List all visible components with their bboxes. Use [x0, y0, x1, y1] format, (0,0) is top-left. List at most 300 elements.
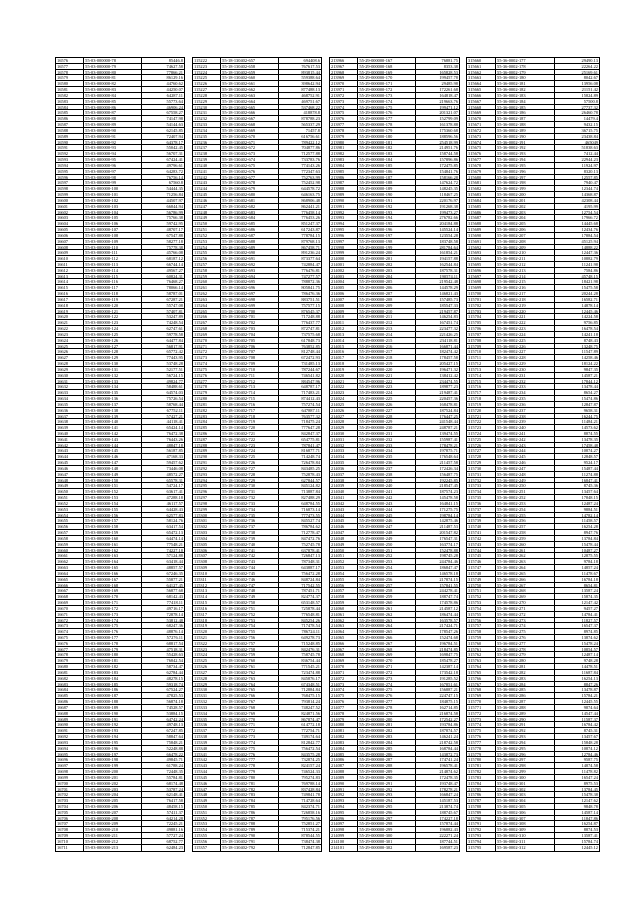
row-value: 76468.27 [166, 279, 183, 285]
row-id: 16683 [56, 682, 84, 687]
row-code: 55-03-000000-94 [84, 151, 142, 156]
row-code: 55-03-000000-128 [84, 349, 142, 354]
row-value: 49881.16 [166, 827, 183, 833]
row-code: 55-29-000000-182 [358, 145, 416, 150]
row-id: 315696 [467, 268, 496, 273]
row-id: 315771 [467, 705, 496, 710]
row-value: 196882.43 [439, 827, 458, 833]
row-id: 16585 [56, 110, 84, 115]
row-code: 55-29-000000-228 [358, 414, 416, 419]
table-row [56, 845, 184, 851]
row-id: 115318 [193, 618, 221, 623]
row-value: 867458.71 [301, 244, 320, 250]
row-code: 55-18-130402-745 [221, 571, 279, 576]
row-code: 55-36-0002-243 [496, 443, 555, 448]
row-id: 315704 [467, 314, 496, 319]
row-code: 55-29-000000-190 [358, 192, 416, 197]
row-value: 67424.41 [166, 157, 183, 162]
row-code: 55-36-0002-309 [496, 827, 555, 832]
row-code: 55-36-0002-253 [496, 501, 555, 506]
row-code: 55-29-000000-222 [358, 379, 416, 384]
row-value: 12445.55 [581, 699, 598, 704]
row-id: 214019 [330, 367, 358, 372]
row-value: 72448.35 [166, 769, 183, 774]
row-value: 192245.85 [439, 477, 458, 483]
row-id: 115290 [193, 454, 221, 459]
row-id: 16606 [56, 233, 84, 238]
row-code: 55-36-0002-302 [496, 787, 555, 792]
row-id: 16613 [56, 274, 84, 279]
document-page [55, 57, 600, 850]
row-id: 214087 [330, 763, 358, 768]
row-code: 55-03-000000-127 [84, 344, 142, 349]
row-value: 193748.47 [439, 780, 458, 786]
row-code: 55-36-0002-286 [496, 693, 555, 698]
row-id: 115275 [193, 367, 221, 372]
row-value: 199473.27 [439, 209, 458, 215]
row-value: 49567.27 [166, 267, 183, 273]
row-code: 55-36-0002-219 [496, 303, 555, 308]
row-id: 213975 [330, 110, 358, 115]
row-value: 4195.99 [583, 203, 598, 209]
row-id: 16619 [56, 309, 84, 314]
row-value: 672472.93 [301, 355, 320, 361]
row-id: 16644 [56, 454, 84, 459]
row-value: 152799.09 [439, 116, 458, 122]
row-value: 17884.54 [581, 232, 598, 238]
row-value: 48847.18 [166, 442, 183, 448]
row-id: 315722 [467, 419, 496, 424]
row-value: 74528.57 [166, 704, 183, 710]
row-code: 55-18-130402-708 [221, 355, 279, 360]
row-value: 14224.58 [581, 314, 598, 320]
row-code: 55-36-0002-312 [496, 845, 555, 851]
row-id: 115281 [193, 402, 221, 407]
row-id: 315680 [467, 175, 496, 180]
row-code: 55-36-0002-258 [496, 530, 555, 535]
row-id: 214027 [330, 414, 358, 419]
row-value: 16254.87 [581, 821, 598, 827]
row-id: 16629 [56, 367, 84, 372]
row-code: 55-03-000000-190 [84, 711, 142, 716]
row-code: 55-18-130402-658 [221, 64, 279, 69]
row-id: 115338 [193, 734, 221, 739]
row-id: 115317 [193, 612, 221, 617]
row-value: 56707.31 [166, 151, 183, 157]
row-code: 55-18-130402-716 [221, 402, 279, 407]
row-id: 213998 [330, 245, 358, 250]
row-code: 55-18-130402-675 [221, 163, 279, 168]
row-id: 315702 [467, 303, 496, 308]
row-id: 115258 [193, 268, 221, 273]
row-code: 55-29-000000-220 [358, 367, 416, 372]
row-value: 7412.44 [583, 151, 598, 157]
row-code: 55-18-130402-704 [221, 332, 279, 337]
row-value: 712778.47 [301, 530, 320, 535]
row-value: 26460.78 [581, 110, 598, 116]
row-id: 16636 [56, 408, 84, 413]
row-id: 214078 [330, 711, 358, 716]
row-id: 16612 [56, 268, 84, 273]
row-value: 778784.15 [301, 232, 320, 238]
row-value: 146241.24 [439, 734, 458, 739]
row-id: 213988 [330, 186, 358, 191]
row-code: 55-18-130402-695 [221, 279, 279, 284]
row-value: 65578.31 [166, 477, 183, 483]
row-value: 77548.21 [166, 541, 183, 547]
row-id: 115345 [193, 775, 221, 780]
row-code: 55-03-000000-193 [84, 728, 142, 733]
row-id: 315779 [467, 752, 496, 757]
row-value: 178547.26 [439, 629, 458, 634]
row-id: 115287 [193, 437, 221, 442]
row-value: 64428.43 [166, 506, 183, 512]
row-id: 315717 [467, 390, 496, 395]
row-id: 315789 [467, 810, 496, 815]
row-code: 55-29-000000-299 [358, 827, 416, 832]
row-value: 648787.17 [301, 384, 320, 390]
row-code: 55-29-000000-209 [358, 303, 416, 308]
row-id: 214037 [330, 472, 358, 477]
row-code: 55-29-000000-180 [358, 134, 416, 139]
table-row [330, 845, 459, 851]
row-code: 55-36-0002-196 [496, 169, 555, 174]
row-code: 55-03-000000-107 [84, 227, 142, 232]
row-id: 214065 [330, 635, 358, 640]
row-code: 55-18-130402-780 [221, 775, 279, 780]
row-code: 55-03-000000-162 [84, 548, 142, 553]
row-code: 55-36-0002-213 [496, 268, 555, 273]
row-id: 315673 [467, 134, 496, 139]
row-id: 315733 [467, 483, 496, 488]
row-id: 115315 [193, 600, 221, 605]
row-id: 115306 [193, 548, 221, 553]
row-id: 214090 [330, 781, 358, 786]
row-id: 315776 [467, 734, 496, 739]
row-id: 315755 [467, 612, 496, 617]
row-value: 157485.73 [439, 296, 458, 302]
row-value: 178278.21 [439, 786, 458, 792]
row-id: 315720 [467, 408, 496, 413]
data-table-2 [192, 57, 322, 852]
row-code: 55-03-000000-189 [84, 705, 142, 710]
row-id: 214081 [330, 728, 358, 733]
row-value: 879768.13 [301, 238, 320, 244]
row-id: 115247 [193, 204, 221, 209]
row-value: 55747.08 [166, 302, 183, 308]
row-value: 816877.71 [301, 448, 320, 454]
row-id: 16578 [56, 70, 84, 75]
row-id: 315692 [467, 245, 496, 250]
row-id: 214047 [330, 530, 358, 535]
row-value: 77443.95 [166, 355, 183, 361]
row-code: 55-18-130402-665 [221, 105, 279, 110]
row-id: 16677 [56, 647, 84, 652]
row-value: 53884.15 [166, 710, 183, 716]
row-id: 115282 [193, 408, 221, 413]
row-id: 214013 [330, 332, 358, 337]
row-id: 315668 [467, 105, 496, 110]
row-value: 65772.42 [166, 349, 183, 355]
row-id: 16668 [56, 594, 84, 599]
row-code: 55-29-000000-183 [358, 151, 416, 156]
row-value: 756472.28 [301, 570, 320, 576]
row-code: 55-36-0002-293 [496, 734, 555, 739]
row-value: 162714.85 [439, 704, 458, 710]
row-value: 8745.36 [583, 483, 598, 489]
row-id: 315697 [467, 274, 496, 279]
row-id: 213982 [330, 151, 358, 156]
row-value: 867874.47 [301, 716, 320, 722]
row-value: 851247.37 [301, 221, 320, 227]
row-code: 55-36-0002-283 [496, 676, 555, 681]
row-value: 53787.24 [166, 786, 183, 792]
row-value: 12875.55 [581, 553, 598, 559]
row-value: 726847.13 [301, 553, 320, 559]
row-id: 214092 [330, 792, 358, 797]
row-value: 172426.34 [439, 465, 458, 471]
row-value: 812748.44 [301, 349, 320, 355]
row-value: 15475.58 [581, 285, 598, 291]
row-code: 55-03-000000-151 [84, 483, 142, 488]
row-id: 16699 [56, 775, 84, 780]
row-id: 115265 [193, 309, 221, 314]
row-value: 787451.71 [301, 588, 320, 594]
row-code: 55-29-000000-223 [358, 384, 416, 389]
row-value: 14888.22 [581, 244, 598, 250]
row-id: 213972 [330, 93, 358, 98]
row-value: 161378.88 [439, 122, 458, 127]
row-value: 654775.81 [301, 436, 320, 442]
row-id: 214008 [330, 303, 358, 308]
row-value: 194157.88 [439, 256, 458, 261]
row-code: 55-29-000000-282 [358, 728, 416, 733]
row-value: 757274.54 [301, 401, 320, 407]
row-code: 55-36-0002-267 [496, 583, 555, 588]
row-value: 164841.15 [439, 500, 458, 506]
row-code: 55-18-130402-710 [221, 367, 279, 372]
row-value: 14874.58 [581, 763, 598, 769]
row-code: 55-29-000000-262 [358, 612, 416, 617]
row-value: 63417.54 [166, 524, 183, 530]
row-id: 214018 [330, 361, 358, 366]
row-code: 55-03-000000-114 [84, 268, 142, 273]
row-id: 115279 [193, 390, 221, 395]
row-code: 55-29-000000-178 [358, 122, 416, 127]
row-id: 16688 [56, 711, 84, 716]
row-code: 55-36-0002-177 [496, 58, 555, 63]
row-value: 14368.87 [581, 192, 598, 197]
row-value: 836754.44 [301, 658, 320, 664]
row-code: 55-18-130402-776 [221, 752, 279, 757]
row-value: 165828.53 [439, 69, 458, 75]
row-id: 214010 [330, 314, 358, 319]
row-value: 9748.28 [583, 658, 598, 664]
row-value: 197875.71 [439, 448, 458, 454]
row-id: 213976 [330, 116, 358, 121]
row-value: 56187.85 [166, 448, 183, 454]
row-value: 142875.46 [439, 518, 458, 524]
row-code: 55-36-0002-257 [496, 524, 555, 529]
row-code: 55-36-0002-217 [496, 291, 555, 296]
row-value: 221426.25 [439, 331, 458, 337]
row-id: 16605 [56, 227, 84, 232]
row-code: 55-03-000000-167 [84, 577, 142, 582]
row-value: 776548.81 [301, 611, 320, 617]
row-code: 55-03-000000-185 [84, 682, 142, 687]
row-code: 55-18-130402-761 [221, 664, 279, 669]
row-code: 55-29-000000-269 [358, 652, 416, 657]
row-value: 218742.58 [439, 739, 458, 745]
row-value: 62747.61 [166, 326, 183, 331]
row-id: 315672 [467, 128, 496, 133]
row-code: 55-18-130402-755 [221, 629, 279, 634]
row-code: 55-36-0002-201 [496, 198, 555, 203]
row-id: 214089 [330, 775, 358, 780]
row-id: 214071 [330, 670, 358, 675]
row-id: 214060 [330, 606, 358, 611]
row-value: 53812.48 [166, 617, 183, 623]
row-value: 837428.84 [301, 786, 320, 792]
row-value: 11274.88 [581, 471, 598, 477]
row-id: 315726 [467, 443, 496, 448]
row-code: 55-29-000000-273 [358, 676, 416, 681]
row-value: 46906.24 [166, 104, 183, 110]
row-value: 42308.44 [581, 197, 598, 203]
row-value: 174578.86 [439, 600, 458, 605]
row-code: 55-03-000000-97 [84, 169, 142, 174]
row-value: 795176.56 [301, 815, 320, 821]
row-value: 74627.58 [166, 63, 183, 69]
row-value: 64574.03 [166, 390, 183, 396]
row-code: 55-18-130402-676 [221, 169, 279, 174]
row-id: 16631 [56, 379, 84, 384]
row-code: 55-29-000000-284 [358, 740, 416, 745]
row-id: 16658 [56, 536, 84, 541]
row-code: 55-36-0002-240 [496, 425, 555, 430]
row-code: 55-03-000000-140 [84, 419, 142, 424]
row-value: 22264.22 [581, 63, 598, 69]
row-value: 188596.56 [439, 133, 458, 139]
row-code: 55-18-130402-763 [221, 676, 279, 681]
row-value: 12487.14 [581, 652, 598, 658]
row-value: 67560.8 [168, 180, 183, 186]
row-id: 315683 [467, 192, 496, 197]
row-code: 55-03-000000-118 [84, 291, 142, 296]
row-code: 55-29-000000-276 [358, 693, 416, 698]
row-code: 55-18-130402-760 [221, 658, 279, 663]
row-value: 8748.43 [583, 337, 598, 343]
row-code: 55-29-000000-281 [358, 722, 416, 727]
row-id: 115236 [193, 140, 221, 145]
row-value: 10874.27 [581, 448, 598, 454]
row-id: 315705 [467, 320, 496, 325]
row-code: 55-29-000000-257 [358, 583, 416, 588]
row-id: 16592 [56, 151, 84, 156]
row-code: 55-03-000000-177 [84, 635, 142, 640]
row-code: 55-29-000000-244 [358, 507, 416, 512]
row-value: 787244.67 [301, 366, 320, 372]
row-value: 25169.61 [581, 69, 598, 75]
row-id: 315708 [467, 338, 496, 343]
row-id: 315786 [467, 792, 496, 797]
row-value: 12557.85 [581, 174, 598, 180]
row-value: 742884.47 [301, 261, 320, 267]
row-code: 55-03-000000-111 [84, 250, 142, 255]
row-code: 55-18-130402-764 [221, 682, 279, 687]
row-value: 8874.53 [583, 827, 598, 833]
row-code: 55-29-000000-198 [358, 239, 416, 244]
row-value: 56817.91 [166, 343, 183, 349]
row-value: 731485.13 [301, 361, 320, 366]
row-code: 55-29-000000-236 [358, 460, 416, 465]
row-code: 55-18-130402-732 [221, 495, 279, 500]
row-code: 55-18-130402-666 [221, 110, 279, 115]
row-id: 16587 [56, 122, 84, 127]
row-id: 115304 [193, 536, 221, 541]
row-id: 115336 [193, 722, 221, 727]
row-id: 214044 [330, 513, 358, 518]
row-id: 315670 [467, 116, 496, 121]
row-value: 248787.21 [439, 425, 458, 430]
row-id: 315678 [467, 163, 496, 168]
row-code: 55-29-000000-245 [358, 513, 416, 518]
row-id: 115351 [193, 810, 221, 815]
row-id: 115225 [193, 75, 221, 80]
row-id: 315754 [467, 606, 496, 611]
row-value: 752452.98 [301, 180, 320, 186]
row-id: 115240 [193, 163, 221, 168]
row-value: 16582.71 [581, 296, 598, 302]
row-code: 55-03-000000-158 [84, 524, 142, 529]
row-code: 55-36-0002-247 [496, 466, 555, 471]
row-value: 12445.12 [581, 844, 598, 850]
row-value: 772754.71 [301, 728, 320, 734]
row-value: 68247.36 [166, 623, 183, 629]
row-code: 55-18-130402-712 [221, 379, 279, 384]
row-id: 214022 [330, 384, 358, 389]
row-id: 115280 [193, 396, 221, 401]
row-value: 15478.24 [581, 640, 598, 646]
row-value: 56786.99 [166, 209, 183, 215]
row-value: 158166.28 [439, 174, 458, 180]
row-code: 55-36-0002-194 [496, 157, 555, 162]
row-code: 55-29-000000-250 [358, 542, 416, 547]
row-code: 55-03-000000-92 [84, 140, 142, 145]
row-code: 55-18-130402-742 [221, 553, 279, 558]
row-code: 55-03-000000-110 [84, 245, 142, 250]
row-id: 214100 [330, 839, 358, 844]
row-code: 55-36-0002-193 [496, 151, 555, 156]
row-value: 10487.27 [581, 547, 598, 553]
row-id: 213990 [330, 198, 358, 203]
row-id: 213973 [330, 99, 358, 104]
row-code: 55-29-000000-170 [358, 75, 416, 80]
row-code: 55-18-130402-711 [221, 373, 279, 378]
row-id: 115322 [193, 641, 221, 646]
row-value: 10882.79 [581, 256, 598, 261]
row-value: 714728.64 [301, 798, 320, 803]
row-value: 44250.07 [166, 87, 183, 92]
row-code: 55-29-000000-221 [358, 373, 416, 378]
row-code: 55-18-130402-691 [221, 256, 279, 261]
row-value: 767617.53 [301, 63, 320, 69]
row-id: 16624 [56, 338, 84, 343]
row-code: 55-36-0002-250 [496, 483, 555, 488]
row-value: 214587.12 [439, 605, 458, 611]
row-id: 115320 [193, 629, 221, 634]
row-value: 234474.55 [439, 378, 458, 384]
